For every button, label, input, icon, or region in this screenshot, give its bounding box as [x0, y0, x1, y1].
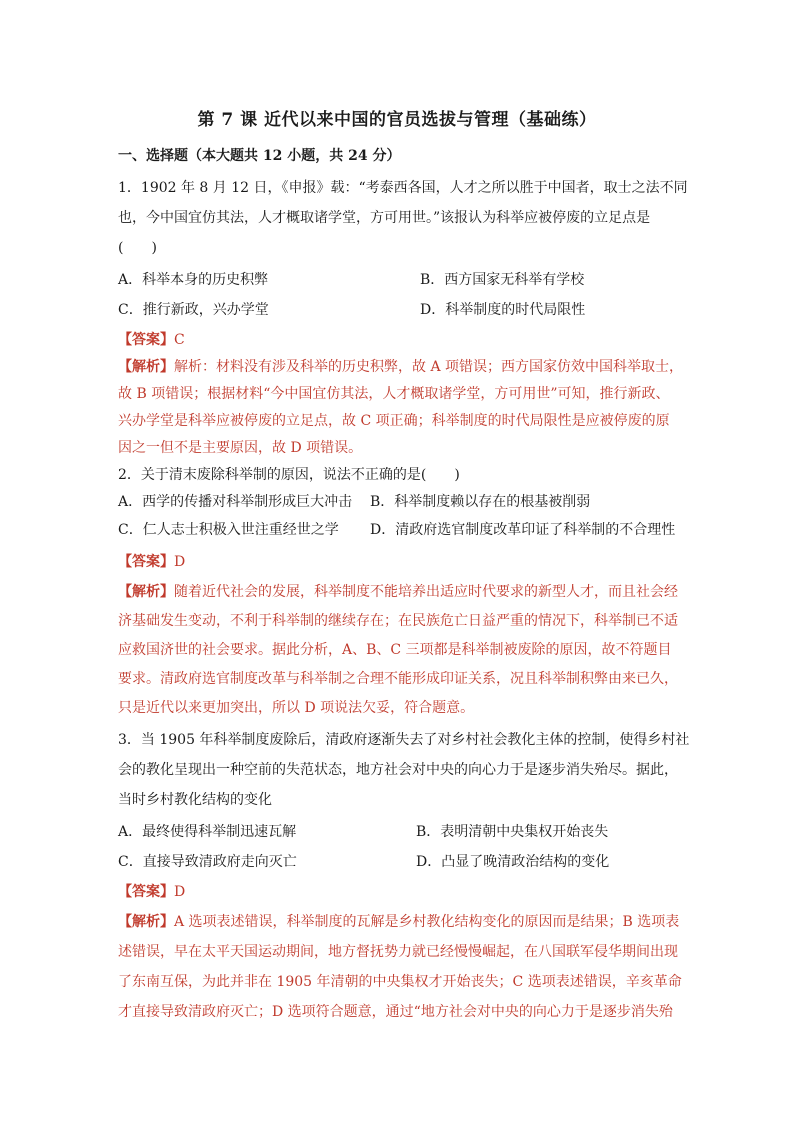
q3-option-a: A．最终使得科举制迅速瓦解 [118, 824, 297, 840]
q2-analysis-line: 应救国济世的社会要求。据此分析，A、B、C 三项都是科举制被废除的原因，故不符题目 [118, 642, 672, 658]
q3-option-c: C．直接导致清政府走向灭亡 [118, 854, 297, 870]
q1-analysis-line: 故 B 项错误；根据材料“今中国宜仿其法，人才概取诸学堂，方可用世”可知，推行新政、 [118, 386, 670, 402]
q1-analysis-line [118, 357, 688, 377]
q1-option-d: D．科举制度的时代局限性 [420, 302, 586, 318]
analysis-label: 【解析】 [118, 584, 174, 600]
q3-answer [118, 882, 688, 902]
q2-analysis-line: 只是近代以来更加突出，所以 D 项说法欠妥，符合题意。 [118, 700, 475, 716]
q2-answer [118, 552, 688, 572]
q1-option-c: C．推行新政，兴办学堂 [118, 302, 269, 318]
q2-analysis-line: 济基础发生变动，不利于科举制的继续存在；在民族危亡日益严重的情况下，科举制已不适 [118, 613, 678, 629]
q3-analysis-line [118, 912, 688, 932]
answer-value: D [174, 554, 186, 570]
q2-analysis-line [118, 582, 688, 602]
q3-analysis-line: 述错误，早在太平天国运动期间，地方督抚势力就已经慢慢崛起，在八国联军侵华期间出现 [118, 944, 678, 960]
q1-option-b: B．西方国家无科举有学校 [420, 272, 585, 288]
q3-option-b: B．表明清朝中央集权开始丧失 [416, 824, 609, 840]
q1-stem-line: 也，今中国宜仿其法，人才概取诸学堂，方可用世。”该报认为科举应被停废的立足点是 [118, 210, 651, 226]
q1-answer [118, 330, 688, 350]
q2-analysis-line: 要求。清政府选官制度改革与科举制之合理不能形成印证关系，况且科举制积弊由来已久， [118, 671, 678, 687]
analysis-label: 【解析】 [118, 914, 174, 930]
q1-option-a: A．科举本身的历史积弊 [118, 272, 269, 288]
analysis-text: 随着近代社会的发展，科举制度不能培养出适应时代要求的新型人才，而且社会经 [174, 584, 678, 600]
analysis-text: 解析：材料没有涉及科举的历史积弊，故 A 项错误；西方国家仿效中国科举取士， [174, 359, 684, 375]
page-title: 第 7 课 近代以来中国的官员选拔与管理（基础练） [197, 110, 597, 130]
answer-label: 【答案】 [118, 884, 174, 900]
q1-analysis-line: 因之一但不是主要原因，故 D 项错误。 [118, 440, 363, 456]
q3-stem-line: 3．当 1905 年科举制度废除后，清政府逐渐失去了对乡村社会教化主体的控制，使得乡村社 [118, 732, 690, 748]
analysis-label: 【解析】 [118, 359, 174, 375]
q3-analysis-line: 才直接导致清政府灭亡；D 选项符合题意，通过“地方社会对中央的向心力于是逐步消失殆 [118, 1004, 673, 1020]
q2-option-c: C．仁人志士积极入世注重经世之学 [118, 522, 339, 538]
analysis-text: A 选项表述错误，科举制度的瓦解是乡村教化结构变化的原因而是结果；B 选项表 [174, 914, 680, 930]
q3-stem-line: 当时乡村教化结构的变化 [118, 792, 272, 808]
q3-stem-line: 会的教化呈现出一种空前的失范状态，地方社会对中央的向心力于是逐步消失殆尽。据此， [118, 762, 678, 778]
answer-label: 【答案】 [118, 554, 174, 570]
q3-analysis-line: 了东南互保，为此并非在 1905 年清朝的中央集权才开始丧失；C 选项表述错误，辛亥革命 [118, 974, 682, 990]
answer-label: 【答案】 [118, 332, 174, 348]
q1-analysis-line: 兴办学堂是科举应被停废的立足点，故 C 项正确；科举制度的时代局限性是应被停废的原 [118, 413, 670, 429]
q2-option-b: B．科举制度赖以存在的根基被削弱 [370, 494, 591, 510]
q1-stem-line: ( ) [118, 240, 157, 256]
q2-option-d: D．清政府选官制度改革印证了科举制的不合理性 [370, 522, 676, 538]
q2-stem: 2．关于清末废除科举制的原因，说法不正确的是( ) [118, 467, 460, 483]
q3-option-d: D．凸显了晚清政治结构的变化 [416, 854, 610, 870]
answer-value: D [174, 884, 186, 900]
answer-value: C [174, 332, 185, 348]
q2-option-a: A．西学的传播对科举制形成巨大冲击 [118, 494, 353, 510]
q1-stem-line: 1．1902 年 8 月 12 日，《申报》载：“考泰西各国，人才之所以胜于中国者，取士之法不同 [118, 180, 688, 196]
section-heading: 一、选择题（本大题共 12 小题，共 24 分） [118, 148, 401, 164]
